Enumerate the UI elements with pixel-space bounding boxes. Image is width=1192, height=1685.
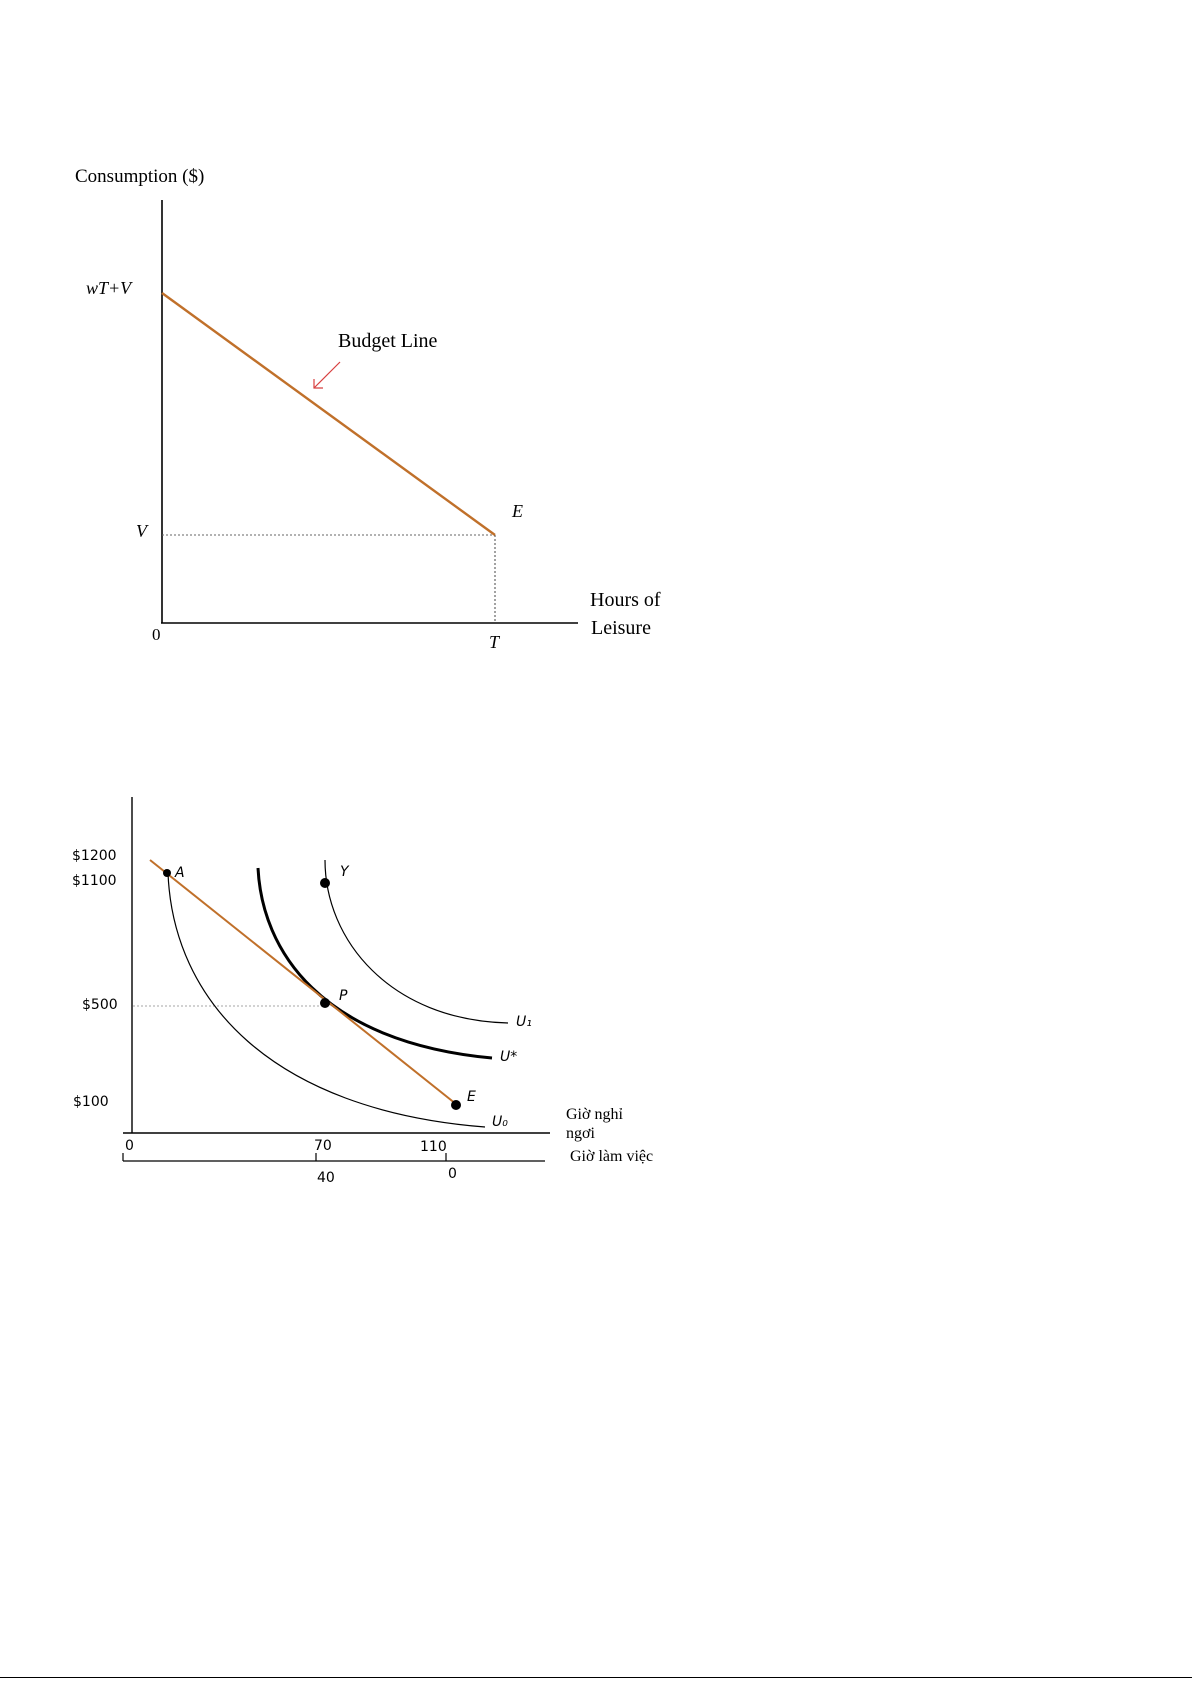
x-tick-t: T — [489, 632, 500, 652]
chart-1-svg — [0, 0, 1192, 700]
y-tick-1100: $1100 — [72, 873, 117, 889]
point-a-label: A — [175, 865, 185, 881]
arrow-pointer — [314, 362, 340, 388]
origin-label: 0 — [152, 625, 161, 644]
x-axis-label-line2: ngơi — [566, 1125, 595, 1142]
point-y — [320, 878, 330, 888]
y-tick-100: $100 — [73, 1094, 109, 1110]
x-axis-label-line1: Hours of — [590, 589, 661, 611]
chart-budget-line — [0, 0, 1192, 700]
y-tick-1200: $1200 — [72, 848, 117, 864]
budget-line — [150, 860, 456, 1104]
y-tick-wtv: wT+V — [86, 278, 132, 298]
ustar-label: U* — [500, 1049, 518, 1065]
u1-label: U₁ — [516, 1014, 532, 1030]
chart-2-svg — [0, 760, 1192, 1220]
y-axis-label: Consumption ($) — [75, 166, 205, 187]
point-p — [320, 998, 330, 1008]
page-footer-rule — [0, 1677, 1192, 1678]
indifference-curve-u1 — [325, 860, 508, 1023]
point-e-label: E — [467, 1089, 476, 1105]
x-axis-label-line1: Giờ nghỉ — [566, 1106, 623, 1123]
x-tick-0: 0 — [125, 1138, 134, 1154]
point-a — [163, 869, 171, 877]
x2-axis-label: Giờ làm việc — [570, 1148, 654, 1165]
point-e — [451, 1100, 461, 1110]
budget-line-label: Budget Line — [338, 330, 438, 352]
budget-line — [162, 293, 495, 535]
chart-labor-leisure — [0, 760, 1192, 1220]
indifference-curve-ustar — [258, 868, 492, 1058]
x-tick-110: 110 — [420, 1139, 447, 1155]
x2-tick-40: 40 — [317, 1170, 335, 1186]
point-y-label: Y — [340, 864, 349, 880]
y-tick-v: V — [136, 521, 147, 541]
y-tick-500: $500 — [82, 997, 118, 1013]
x-tick-70: 70 — [314, 1138, 332, 1154]
x-axis-label-line2: Leisure — [591, 617, 651, 639]
point-p-label: P — [339, 988, 348, 1004]
point-e-label: E — [512, 501, 523, 521]
x2-tick-0: 0 — [448, 1166, 457, 1182]
u0-label: U₀ — [492, 1114, 508, 1130]
